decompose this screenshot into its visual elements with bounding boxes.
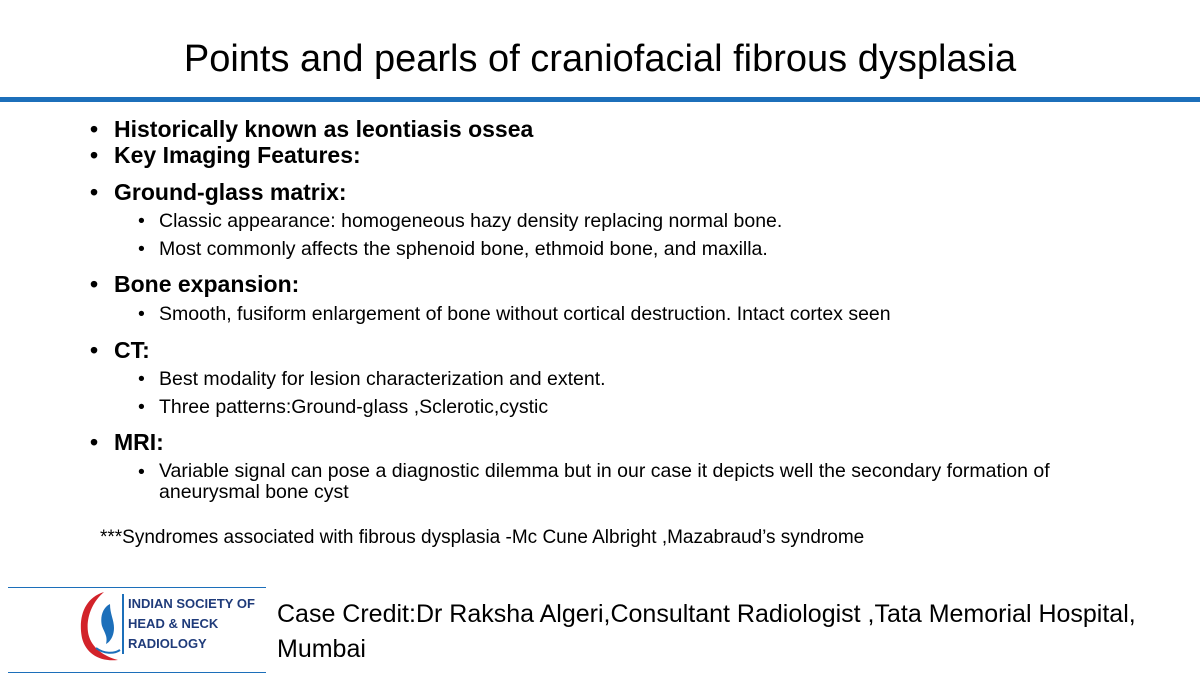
title-divider — [0, 97, 1200, 102]
logo-text: INDIAN SOCIETY OF HEAD & NECK RADIOLOGY — [128, 596, 255, 651]
case-credit: Case Credit:Dr Raksha Algeri,Consultant Radiologist ,Tata Memorial Hospital, Mumbai — [277, 600, 1136, 663]
logo-divider — [122, 594, 124, 654]
isnhr-logo-icon — [74, 588, 124, 668]
logo-top-line — [8, 587, 266, 588]
slide-title: Points and pearls of craniofacial fibrous dysplasia — [183, 38, 1017, 80]
logo-bottom-line — [8, 672, 266, 673]
syndromes-note: ***Syndromes associated with fibrous dysplasia -Mc Cune Albright ,Mazabraud’s syndrome — [100, 527, 865, 548]
